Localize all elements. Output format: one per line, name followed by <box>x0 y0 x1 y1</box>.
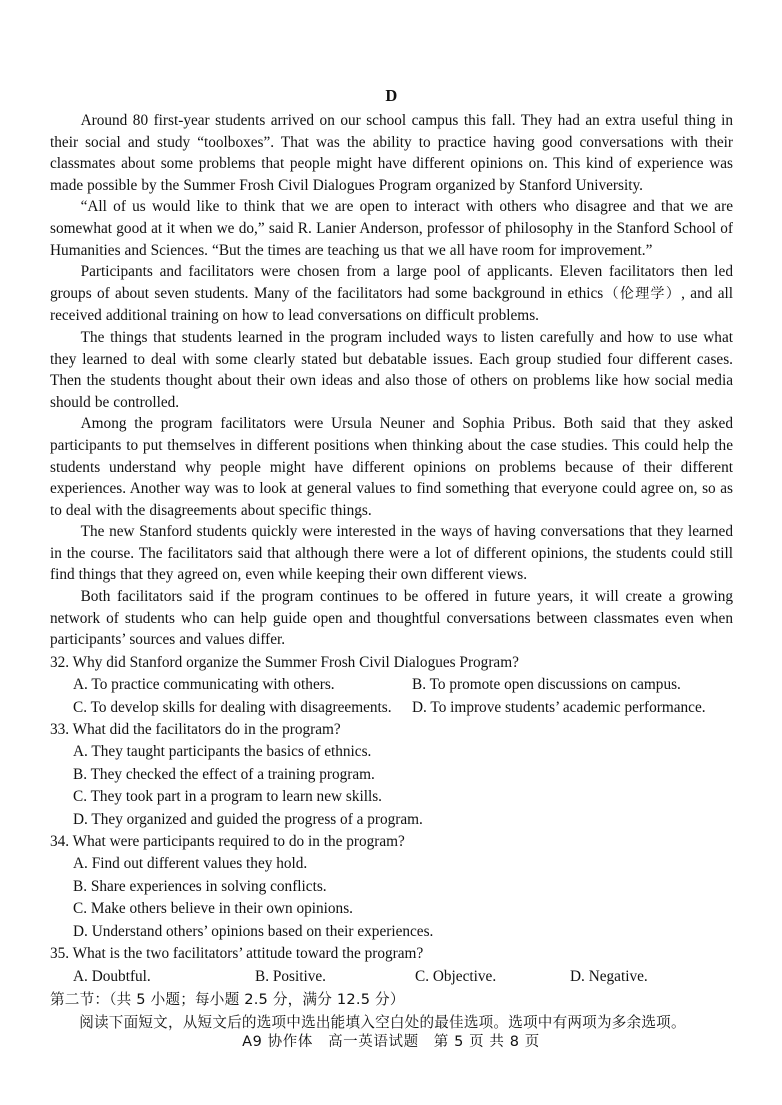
question-35-option-b[interactable]: B. Positive. <box>255 967 326 985</box>
question-34 <box>50 831 733 943</box>
question-34-option-d[interactable]: D. Understand others’ opinions based on their experiences. <box>73 922 434 940</box>
question-32-option-b[interactable]: B. To promote open discussions on campus. <box>412 676 681 694</box>
question-33-stem: 33. What did the facilitators do in the program? <box>50 721 341 739</box>
passage-paragraph-7: Both facilitators said if the program continues to be offered in future years, it will create a growing network of students who can help guide open and thoughtful conversations between classmates even when participants’ sources and values differ. <box>50 588 733 649</box>
passage-paragraph-3-after-gloss: , and all received additional training on how to lead conversations on difficult problems. <box>50 284 734 325</box>
section-letter-heading: D <box>385 86 398 105</box>
question-34-option-a[interactable]: A. Find out different values they hold. <box>73 855 308 873</box>
question-35-option-a[interactable]: A. Doubtful. <box>73 967 151 985</box>
question-32-option-row-2 <box>50 697 733 719</box>
passage-paragraph-1: Around 80 first-year students arrived on our school campus this fall. They had an extra useful thing in their social and study “toolboxes”. That was the ability to practice having good conversations with their classmates about some problems that people might have different opinions on. This kind of experience was made possible by the Summer Frosh Civil Dialogues Program organized by Stanford University. <box>50 112 733 194</box>
ethics-chinese-gloss: （伦理学） <box>603 285 682 302</box>
question-32-stem: 32. Why did Stanford organize the Summer Frosh Civil Dialogues Program? <box>50 653 519 671</box>
question-32-option-c[interactable]: C. To develop skills for dealing with disagreements. <box>73 698 392 716</box>
reading-passage <box>50 110 733 651</box>
question-35 <box>50 943 733 988</box>
question-35-option-c[interactable]: C. Objective. <box>415 967 497 985</box>
page-content <box>50 0 733 1034</box>
question-33-option-d[interactable]: D. They organized and guided the progress of a program. <box>73 810 423 828</box>
question-32-option-d[interactable]: D. To improve students’ academic performance. <box>412 698 706 716</box>
passage-paragraph-3 <box>50 261 733 327</box>
question-32-option-row-1 <box>50 674 733 696</box>
passage-paragraph-5: Among the program facilitators were Ursula Neuner and Sophia Pribus. Both said that they asked participants to put themselves in different positions when thinking about the case studies. This could help the students understand why people might have different opinions on problems because of their different experiences. Another way was to look at general values to find something that everyone could agree on, so as to deal with the disagreements about specific things. <box>50 415 733 519</box>
passage-paragraph-4: The things that students learned in the program included ways to listen carefully and how to use what they learned to deal with some clearly stated but debatable issues. Each group studied four different cases. Then the students thought about their own ideas and also those of others on problems like how social media should be controlled. <box>50 328 733 411</box>
section-two-instruction: 阅读下面短文，从短文后的选项中选出能填入空白处的最佳选项。选项中有两项为多余选项。 <box>79 1013 686 1031</box>
question-33-option-a[interactable]: A. They taught participants the basics of ethnics. <box>73 743 372 761</box>
question-35-option-row <box>50 966 733 988</box>
page-footer: A9 协作体 高一英语试题 第 5 页 共 8 页 <box>242 1034 540 1050</box>
question-34-option-c[interactable]: C. Make others believe in their own opinions. <box>73 900 353 918</box>
section-two-block <box>50 988 733 1034</box>
passage-paragraph-2: “All of us would like to think that we are open to interact with others who disagree and that we are somewhat good at it when we do,” said R. Lanier Anderson, professor of philosophy in the Stanford School of Humanities and Sciences. “But the times are teaching us that we all have room for improvement.” <box>50 198 733 259</box>
passage-paragraph-6: The new Stanford students quickly were interested in the ways of having conversations that they learned in the course. The facilitators said that although there were a lot of different opinions, the students could still find things that they agreed on, even while keeping their own different views. <box>50 523 733 584</box>
question-33-option-c[interactable]: C. They took part in a program to learn new skills. <box>73 788 382 806</box>
question-33 <box>50 719 733 831</box>
section-two-heading: 第二节：（共 5 小题；每小题 2.5 分，满分 12.5 分） <box>50 990 405 1008</box>
question-34-stem: 34. What were participants required to do in the program? <box>50 833 405 851</box>
question-32 <box>50 652 733 719</box>
question-34-option-b[interactable]: B. Share experiences in solving conflicts. <box>73 877 327 895</box>
question-35-option-d[interactable]: D. Negative. <box>570 967 648 985</box>
question-35-stem: 35. What is the two facilitators’ attitude toward the program? <box>50 945 424 963</box>
question-32-option-a[interactable]: A. To practice communicating with others. <box>73 676 335 694</box>
questions-list <box>50 652 733 988</box>
passage-paragraph-3-before-gloss: Participants and facilitators were chosen from a large pool of applicants. Eleven facilitators then led groups of about seven students. Many of the facilitators had some background in ethics <box>50 263 733 302</box>
question-33-option-b[interactable]: B. They checked the effect of a training program. <box>73 765 375 783</box>
